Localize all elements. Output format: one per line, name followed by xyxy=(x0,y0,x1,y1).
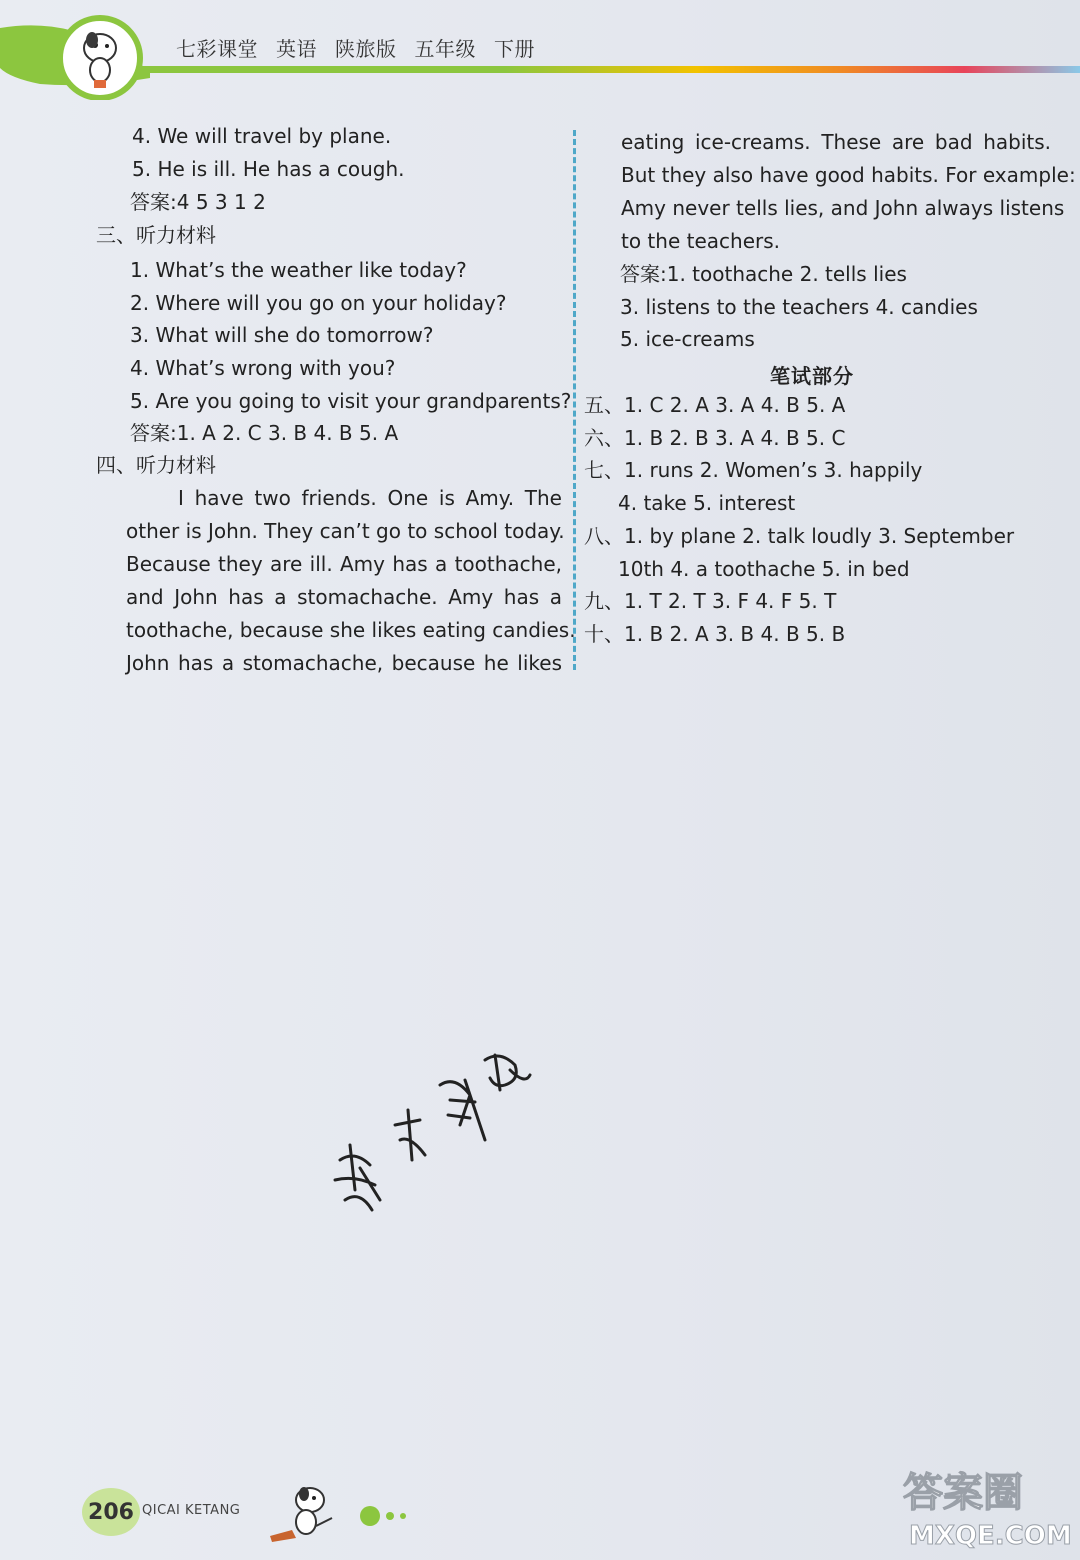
answer-line: 九、1. T 2. T 3. F 4. F 5. T xyxy=(584,589,837,613)
answer-line: 八、1. by plane 2. talk loudly 3. September xyxy=(584,524,1015,548)
section-heading: 三、听力材料 xyxy=(96,223,216,247)
answer-line: 六、1. B 2. B 3. A 4. B 5. C xyxy=(584,426,846,450)
answer-line: 3. listens to the teachers 4. candies xyxy=(620,295,978,319)
mascot-icon xyxy=(262,1478,342,1544)
mascot-icon xyxy=(52,12,148,100)
question-line: 3. What will she do tomorrow? xyxy=(130,323,434,347)
question-line: 2. Where will you go on your holiday? xyxy=(130,291,507,315)
header-rainbow-bar xyxy=(120,66,1080,73)
page-number-badge xyxy=(82,1488,140,1536)
header-edition: 陕旅版 xyxy=(335,37,397,61)
header-subject: 英语 xyxy=(276,37,317,61)
header-volume: 下册 xyxy=(494,37,535,61)
column-divider xyxy=(573,130,576,670)
answer-line: 10th 4. a toothache 5. in bed xyxy=(618,557,910,581)
passage-line: Amy never tells lies, and John always listens xyxy=(621,196,1065,220)
passage-line: other is John. They can’t go to school today. xyxy=(126,519,565,543)
written-section-title: 笔试部分 xyxy=(770,364,854,388)
section-heading: 四、听力材料 xyxy=(96,453,216,477)
answer-line: 4. take 5. interest xyxy=(618,491,796,515)
page-header-title xyxy=(176,33,553,62)
footer-brand: QICAI KETANG xyxy=(142,1503,241,1518)
passage-line: Because they are ill. Amy has a toothache, xyxy=(126,552,562,576)
page-number: 206 xyxy=(88,1499,134,1525)
answer-line: 十、1. B 2. A 3. B 4. B 5. B xyxy=(584,622,846,646)
text-line: 5. He is ill. He has a cough. xyxy=(132,157,405,181)
passage-line: and John has a stomachache. Amy has a xyxy=(126,585,562,609)
watermark-cn: 答案圈 xyxy=(903,1470,1023,1516)
answer-line: 5. ice-creams xyxy=(620,327,755,351)
passage-line: But they also have good habits. For example: xyxy=(621,163,1076,187)
watermark-url: MXQE.COM xyxy=(909,1521,1072,1551)
text-line: 4. We will travel by plane. xyxy=(132,124,392,148)
question-line: 1. What’s the weather like today? xyxy=(130,258,467,282)
answer-line: 答案:4 5 3 1 2 xyxy=(130,190,266,214)
question-line: 5. Are you going to visit your grandparents? xyxy=(130,389,572,413)
question-line: 4. What’s wrong with you? xyxy=(130,356,396,380)
passage-line: toothache, because she likes eating candies. xyxy=(126,618,576,642)
answer-line: 答案:1. toothache 2. tells lies xyxy=(620,262,907,286)
header-series: 七彩课堂 xyxy=(176,37,258,61)
passage-line: John has a stomachache, because he likes xyxy=(126,651,562,675)
answer-line: 答案:1. A 2. C 3. B 4. B 5. A xyxy=(130,421,399,445)
passage-line: to the teachers. xyxy=(621,229,780,253)
passage-line: eating ice-creams. These are bad habits. xyxy=(621,130,1051,154)
answer-line: 七、1. runs 2. Women’s 3. happily xyxy=(584,458,923,482)
footer-dots-decoration xyxy=(360,1505,412,1526)
watermark-logo xyxy=(895,1462,1075,1552)
header-grade: 五年级 xyxy=(414,37,476,61)
answer-line: 五、1. C 2. A 3. A 4. B 5. A xyxy=(584,393,846,417)
handwriting-scribble xyxy=(300,1040,550,1220)
passage-line: I have two friends. One is Amy. The xyxy=(178,486,562,510)
